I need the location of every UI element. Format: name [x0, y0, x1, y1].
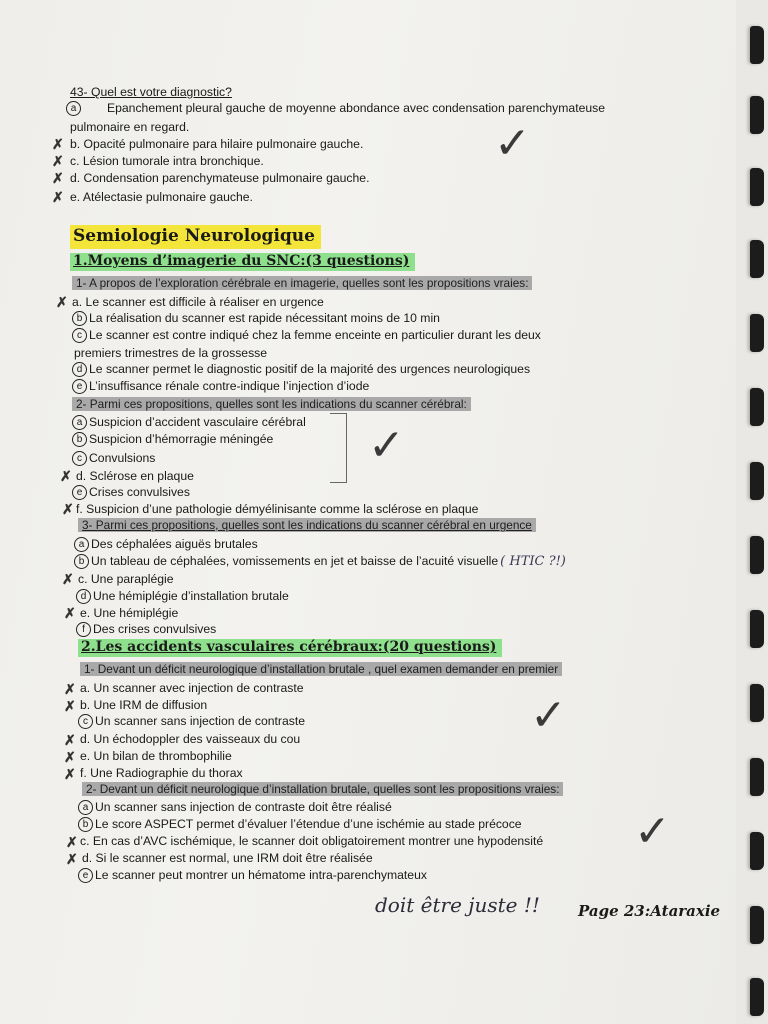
circled-letter-icon: e: [72, 485, 87, 500]
binder-ring: [750, 240, 764, 278]
circled-letter-icon: b: [72, 311, 87, 326]
page-footer: Page 23:Ataraxie: [578, 902, 721, 920]
cross-mark-icon: ✗: [64, 698, 76, 714]
cross-mark-icon: ✗: [66, 851, 78, 867]
circled-letter-icon: a: [74, 537, 89, 552]
s2-q1-option-c: c Un scanner sans injection de contraste: [78, 714, 305, 729]
s1-q1-option-b: b La réalisation du scanner est rapide nécessitant moins de 10 min: [72, 311, 440, 326]
binder-ring: [750, 314, 764, 352]
s2-q1-option-e: e. Un bilan de thrombophilie: [80, 749, 232, 763]
s1-q2-option-e: e Crises convulsives: [72, 485, 190, 500]
cross-mark-icon: ✗: [52, 170, 64, 186]
s1-q2-option-a: a Suspicion d’accident vasculaire cérébral: [72, 415, 306, 430]
binder-ring: [750, 684, 764, 722]
binder-ring: [750, 26, 764, 64]
circled-letter-icon: a: [72, 415, 87, 430]
s1-q1-option-c-cont: premiers trimestres de la grossesse: [74, 346, 268, 360]
question-43-heading: 43- Quel est votre diagnostic?: [70, 85, 232, 99]
s1-q1-option-c: c Le scanner est contre indiqué chez la femme enceinte en particulier durant les deux: [72, 328, 541, 343]
circled-letter-icon: d: [72, 362, 87, 377]
bracket-annotation: [330, 413, 347, 483]
binder-ring: [750, 96, 764, 134]
s1-q1-heading: 1- A propos de l’exploration cérébrale en imagerie, quelles sont les propositions vraies:: [72, 276, 532, 290]
circled-letter-icon: d: [76, 589, 91, 604]
s2-q1-option-b: b. Une IRM de diffusion: [80, 698, 208, 712]
s2-q2-option-c: c. En cas d’AVC ischémique, le scanner doit obligatoirement montrer une hypodensité: [80, 834, 544, 848]
cross-mark-icon: ✗: [64, 681, 76, 697]
circled-letter-icon: c: [72, 328, 87, 343]
binder-rings: [736, 0, 768, 1024]
circled-letter-icon: c: [78, 714, 93, 729]
binder-ring: [750, 610, 764, 648]
s2-q1-option-a: a. Un scanner avec injection de contraste: [80, 681, 304, 695]
s1-q2-option-f: f. Suspicion d’une pathologie démyélinisante comme la sclérose en plaque: [76, 502, 479, 516]
s1-q1-option-a: a. Le scanner est difficile à réaliser en urgence: [72, 295, 324, 309]
s1-q3-option-a: a Des céphalées aiguës brutales: [74, 537, 258, 552]
s2-q2-option-a: a Un scanner sans injection de contraste doit être réalisé: [78, 800, 392, 815]
cross-mark-icon: ✗: [64, 732, 76, 748]
circled-letter-icon: e: [78, 868, 93, 883]
cross-mark-icon: ✗: [66, 834, 78, 850]
check-mark-icon: ✓: [368, 420, 405, 471]
circled-letter-icon: b: [74, 554, 89, 569]
q43-option-b: b. Opacité pulmonaire para hilaire pulmonaire gauche.: [70, 137, 364, 151]
s1-q1-option-e: e L’insuffisance rénale contre-indique l’injection d’iode: [72, 379, 369, 394]
binder-ring: [750, 906, 764, 944]
check-mark-icon: ✓: [530, 690, 567, 741]
cross-mark-icon: ✗: [52, 136, 64, 152]
q43-option-c: c. Lésion tumorale intra bronchique.: [70, 154, 264, 168]
cross-mark-icon: ✗: [52, 189, 64, 205]
s2-q2-option-b: b Le score ASPECT permet d’évaluer l’étendue d’une ischémie au stade précoce: [78, 817, 522, 832]
handwritten-note: doit être juste !!: [375, 893, 540, 917]
s1-q3-option-d: d Une hémiplégie d’installation brutale: [76, 589, 289, 604]
s2-q1-option-f: f. Une Radiographie du thorax: [80, 766, 243, 780]
binder-ring: [750, 832, 764, 870]
q43-option-d: d. Condensation parenchymateuse pulmonaire gauche.: [70, 171, 370, 185]
cross-mark-icon: ✗: [64, 749, 76, 765]
cross-mark-icon: ✗: [64, 605, 76, 621]
s1-q3-heading: 3- Parmi ces propositions, quelles sont les indications du scanner cérébral en urgence: [78, 518, 536, 532]
binder-ring: [750, 758, 764, 796]
check-mark-icon: ✓: [634, 806, 671, 857]
section-title: Semiologie Neurologique: [70, 225, 321, 249]
circled-letter-icon: b: [78, 817, 93, 832]
s1-q3-option-e: e. Une hémiplégie: [80, 606, 179, 620]
binder-ring: [750, 388, 764, 426]
binder-ring: [750, 978, 764, 1016]
binder-ring: [750, 168, 764, 206]
subsection-title-1: 1.Moyens d’imagerie du SNC:(3 questions): [70, 253, 415, 271]
cross-mark-icon: ✗: [56, 294, 68, 310]
s2-q1-option-d: d. Un échodoppler des vaisseaux du cou: [80, 732, 301, 746]
cross-mark-icon: ✗: [62, 501, 74, 517]
s1-q2-heading: 2- Parmi ces propositions, quelles sont les indications du scanner cérébral:: [72, 397, 471, 411]
circled-letter-icon: e: [72, 379, 87, 394]
s1-q3-option-c: c. Une paraplégie: [78, 572, 174, 586]
binder-ring: [750, 536, 764, 574]
circled-letter-icon: b: [72, 432, 87, 447]
s2-q2-option-d: d. Si le scanner est normal, une IRM doit être réalisée: [82, 851, 373, 865]
s1-q3-option-b: b Un tableau de céphalées, vomissements en jet et baisse de l’acuité visuelle ( HTIC ?!): [74, 554, 498, 569]
circled-letter-icon: a: [66, 101, 81, 116]
s1-q2-option-c: c Convulsions: [72, 451, 155, 466]
check-mark-icon: ✓: [494, 118, 531, 169]
subsection-title-2: 2.Les accidents vasculaires cérébraux:(20 questions): [78, 639, 502, 657]
circled-letter-icon: f: [76, 622, 91, 637]
binder-ring: [750, 462, 764, 500]
q43-option-e: e. Atélectasie pulmonaire gauche.: [70, 190, 253, 204]
q43-option-a-cont: pulmonaire en regard.: [70, 120, 190, 134]
cross-mark-icon: ✗: [52, 153, 64, 169]
cross-mark-icon: ✗: [62, 571, 74, 587]
s2-q1-heading: 1- Devant un déficit neurologique d’installation brutale , quel examen demander en premier: [80, 662, 562, 676]
s1-q1-option-d: d Le scanner permet le diagnostic positif de la majorité des urgences neurologiques: [72, 362, 530, 377]
circled-letter-icon: c: [72, 451, 87, 466]
q43-option-a: a Epanchement pleural gauche de moyenne abondance avec condensation parenchymateuse: [66, 101, 605, 116]
cross-mark-icon: ✗: [64, 766, 76, 782]
circled-letter-icon: a: [78, 800, 93, 815]
cross-mark-icon: ✗: [60, 468, 72, 484]
s1-q2-option-b: b Suspicion d’hémorragie méningée: [72, 432, 273, 447]
s2-q2-option-e: e Le scanner peut montrer un hématome intra-parenchymateux: [78, 868, 427, 883]
s1-q2-option-d: d. Sclérose en plaque: [76, 469, 194, 483]
s2-q2-heading: 2- Devant un déficit neurologique d’installation brutale, quelles sont les propositions vraies:: [82, 782, 563, 796]
s1-q3-option-f: f Des crises convulsives: [76, 622, 216, 637]
